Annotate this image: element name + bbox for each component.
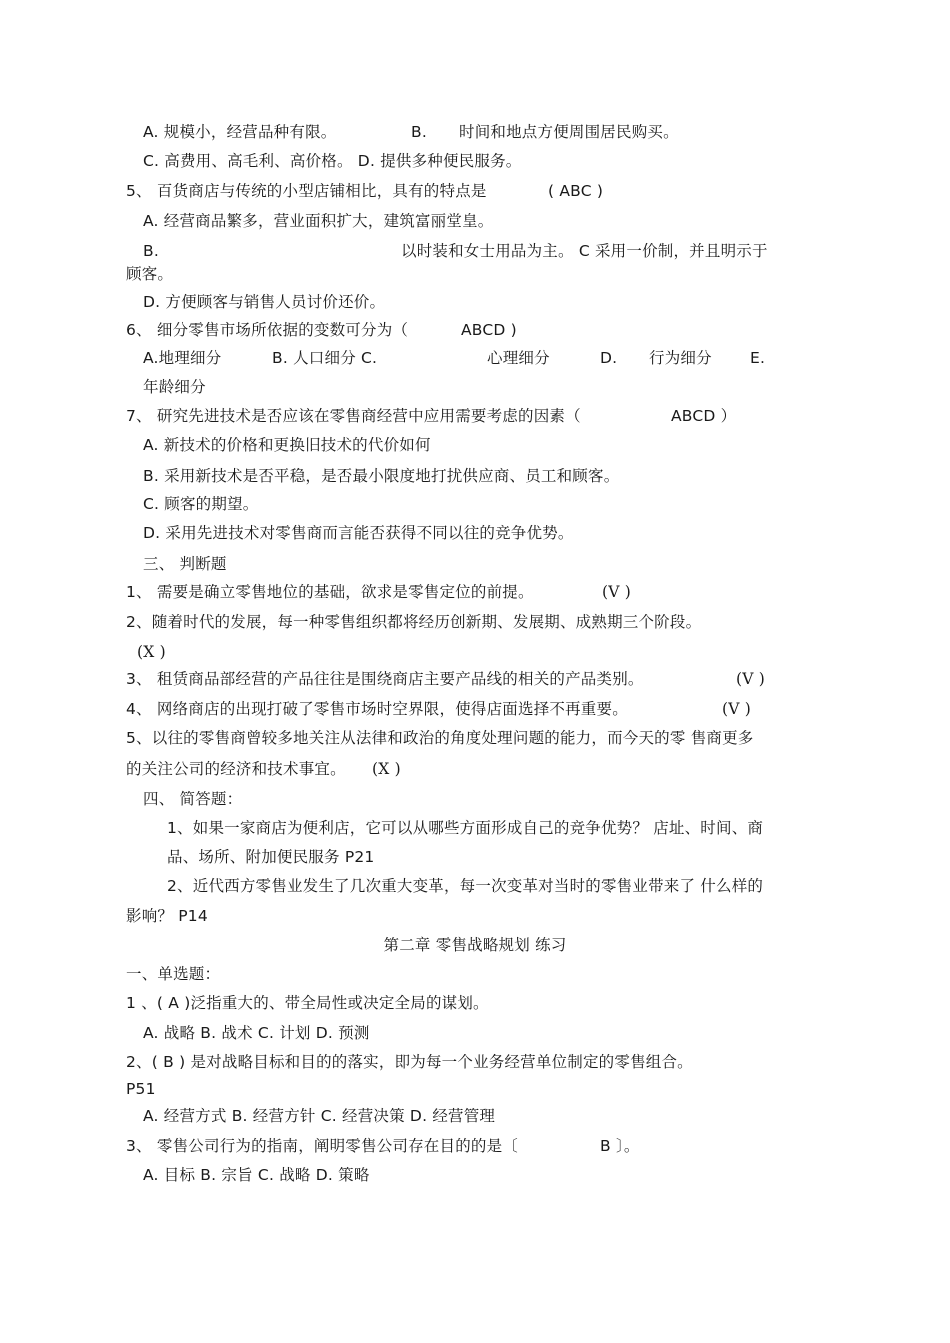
q6-option-a: A.地理细分 [143, 349, 222, 367]
single-choice-3-options: A. 目标 B. 宗旨 C. 战略 D. 策略 [143, 1166, 370, 1184]
q7-option-d: D. 采用先进技术对零售商而言能否获得不同以往的竞争优势。 [143, 524, 574, 542]
q6-option-e-text: 年龄细分 [143, 378, 206, 396]
judgement-5: 5、以往的零售商曾较多地关注从法律和政治的角度处理问题的能力，而今天的零 售商更多 [126, 729, 754, 747]
short-answer-1-wrap: 品、场所、附加便民服务 P21 [167, 848, 375, 866]
judgement-4-answer: (V ) [722, 700, 752, 718]
judgement-3: 3、 租赁商品部经营的产品往往是围绕商店主要产品线的相关的产品类别。 [126, 670, 644, 688]
judgement-3-answer: (V ) [736, 670, 766, 688]
q5-option-b-label: B. [143, 242, 159, 260]
options-c-d: C. 高费用、高毛利、高价格。 D. 提供多种便民服务。 [143, 152, 522, 170]
question-7-answer: ABCD ） [671, 407, 737, 425]
judgement-2-answer: (X ) [137, 643, 166, 661]
q6-option-c-text: 心理细分 [487, 349, 550, 367]
option-a-text: A. 规模小，经营品种有限。 [143, 123, 337, 141]
judgement-1: 1、 需要是确立零售地位的基础，欲求是零售定位的前提。 [126, 583, 534, 601]
single-choice-1-options: A. 战略 B. 战术 C. 计划 D. 预测 [143, 1024, 370, 1042]
single-choice-3-answer: B 〕。 [600, 1137, 640, 1155]
q7-option-a: A. 新技术的价格和更换旧技术的代价如何 [143, 436, 431, 454]
q6-option-b-c: B. 人口细分 C. [272, 349, 378, 367]
question-7: 7、 研究先进技术是否应该在零售商经营中应用需要考虑的因素（ [126, 407, 581, 425]
single-choice-3: 3、 零售公司行为的指南，阐明零售公司存在目的的是〔 [126, 1137, 518, 1155]
judgement-2: 2、随着时代的发展，每一种零售组织都将经历创新期、发展期、成熟期三个阶段。 [126, 613, 702, 631]
chapter-title: 第二章 零售战略规划 练习 [383, 936, 567, 954]
option-b-text: 时间和地点方便周围居民购买。 [459, 123, 679, 141]
q5-option-b-c: 以时装和女士用品为主。 C 采用一价制，并且明示于 [401, 242, 768, 260]
q6-option-e-label: E. [750, 349, 766, 367]
q7-option-b: B. 采用新技术是否平稳，是否最小限度地打扰供应商、员工和顾客。 [143, 467, 620, 485]
q5-option-a: A. 经营商品繁多，营业面积扩大，建筑富丽堂皇。 [143, 212, 494, 230]
question-6-answer: ABCD ) [461, 321, 517, 339]
short-answer-2-wrap: 影响？ P14 [126, 907, 208, 925]
q7-option-c: C. 顾客的期望。 [143, 495, 259, 513]
question-5: 5、 百货商店与传统的小型店铺相比，具有的特点是 [126, 182, 487, 200]
q6-option-d-text: 行为细分 [649, 349, 712, 367]
q5-option-d: D. 方便顾客与销售人员讨价还价。 [143, 293, 386, 311]
section-heading-single-choice: 一、单选题： [126, 965, 221, 983]
single-choice-2-page-ref: P51 [126, 1080, 156, 1098]
single-choice-2: 2、( B ) 是对战略目标和目的的落实，即为每一个业务经营单位制定的零售组合。 [126, 1053, 693, 1071]
judgement-1-answer: (V ) [602, 583, 632, 601]
question-6: 6、 细分零售市场所依据的变数可分为（ [126, 321, 409, 339]
single-choice-1: 1 、( A )泛指重大的、带全局性或决定全局的谋划。 [126, 994, 489, 1012]
section-heading-judgement: 三、 判断题 [143, 555, 227, 573]
short-answer-2: 2、近代西方零售业发生了几次重大变革，每一次变革对当时的零售业带来了 什么样的 [167, 877, 764, 895]
q6-option-d-label: D. [600, 349, 618, 367]
single-choice-2-options: A. 经营方式 B. 经营方针 C. 经营决策 D. 经营管理 [143, 1107, 496, 1125]
q5-option-c-wrap: 顾客。 [126, 265, 174, 283]
judgement-4: 4、 网络商店的出现打破了零售市场时空界限，使得店面选择不再重要。 [126, 700, 628, 718]
option-b-label: B. [411, 123, 427, 141]
judgement-5-wrap: 的关注公司的经济和技术事宜。 [126, 760, 346, 778]
judgement-5-answer: (X ) [372, 760, 401, 778]
short-answer-1: 1、如果一家商店为便利店，它可以从哪些方面形成自己的竞争优势？ 店址、时间、商 [167, 819, 764, 837]
section-heading-short-answer: 四、 简答题： [143, 790, 243, 808]
question-5-answer: ( ABC ) [548, 182, 604, 200]
